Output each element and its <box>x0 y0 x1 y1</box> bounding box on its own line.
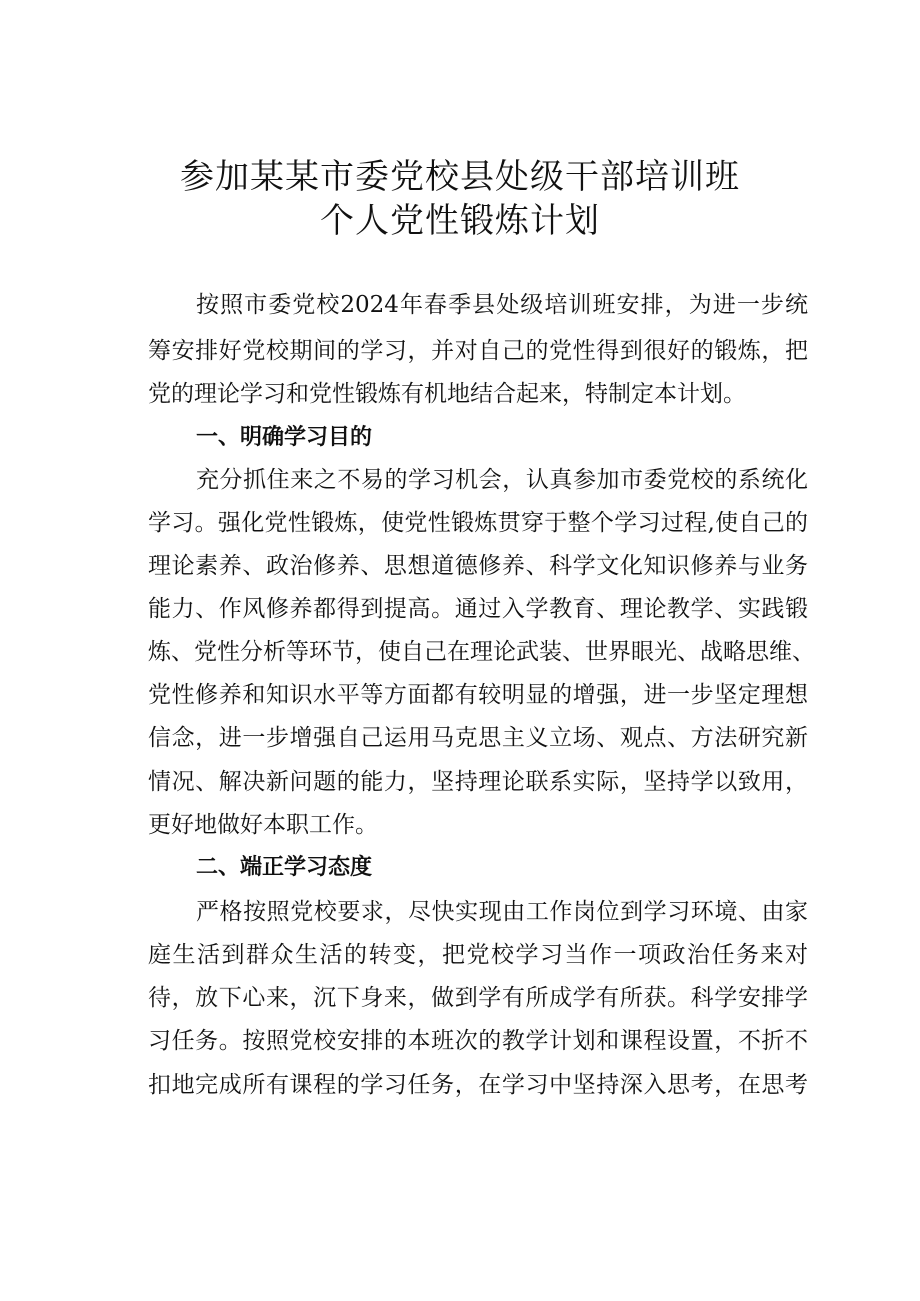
intro-line: 按照市委党校2024年春季县处级培训班安排，为进一步统 <box>196 292 808 318</box>
section1-line: 炼、党性分析等环节，使自己在理论武装、世界眼光、战略思维、 <box>148 639 815 665</box>
intro-line: 筹安排好党校期间的学习，并对自己的党性得到很好的锻炼，把 <box>148 338 808 364</box>
section1-line: 情况、解决新问题的能力，坚持理论联系实际，坚持学以致用， <box>148 769 808 795</box>
section1-line: 更好地做好本职工作。 <box>148 812 378 838</box>
document-title-line-2: 个人党性锻炼计划 <box>320 201 600 241</box>
section1-line: 能力、作风修养都得到提高。通过入学教育、理论教学、实践锻 <box>148 596 808 622</box>
section1-line: 学习。强化党性锻炼，使党性锻炼贯穿于整个学习过程,使自己的 <box>148 510 808 536</box>
section-heading-1: 一、明确学习目的 <box>196 425 373 450</box>
section1-line: 理论素养、政治修养、思想道德修养、科学文化知识修养与业务 <box>148 553 808 579</box>
section1-line: 信念，进一步增强自己运用马克思主义立场、观点、方法研究新 <box>148 725 808 751</box>
section1-line: 充分抓住来之不易的学习机会，认真参加市委党校的系统化 <box>196 467 808 493</box>
section2-line: 习任务。按照党校安排的本班次的教学计划和课程设置，不折不 <box>148 1028 808 1054</box>
section2-line: 扣地完成所有课程的学习任务，在学习中坚持深入思考，在思考 <box>148 1072 808 1098</box>
document-title-line-1: 参加某某市委党校县处级干部培训班 <box>180 157 740 197</box>
section2-line: 严格按照党校要求，尽快实现由工作岗位到学习环境、由家 <box>196 899 808 925</box>
section2-line: 待，放下心来，沉下身来，做到学有所成学有所获。科学安排学 <box>148 985 808 1011</box>
section1-line: 党性修养和知识水平等方面都有较明显的增强，进一步坚定理想 <box>148 682 808 708</box>
intro-line: 党的理论学习和党性锻炼有机地结合起来，特制定本计划。 <box>148 381 746 407</box>
section-heading-2: 二、端正学习态度 <box>196 855 373 880</box>
section2-line: 庭生活到群众生活的转变，把党校学习当作一项政治任务来对 <box>148 942 808 968</box>
